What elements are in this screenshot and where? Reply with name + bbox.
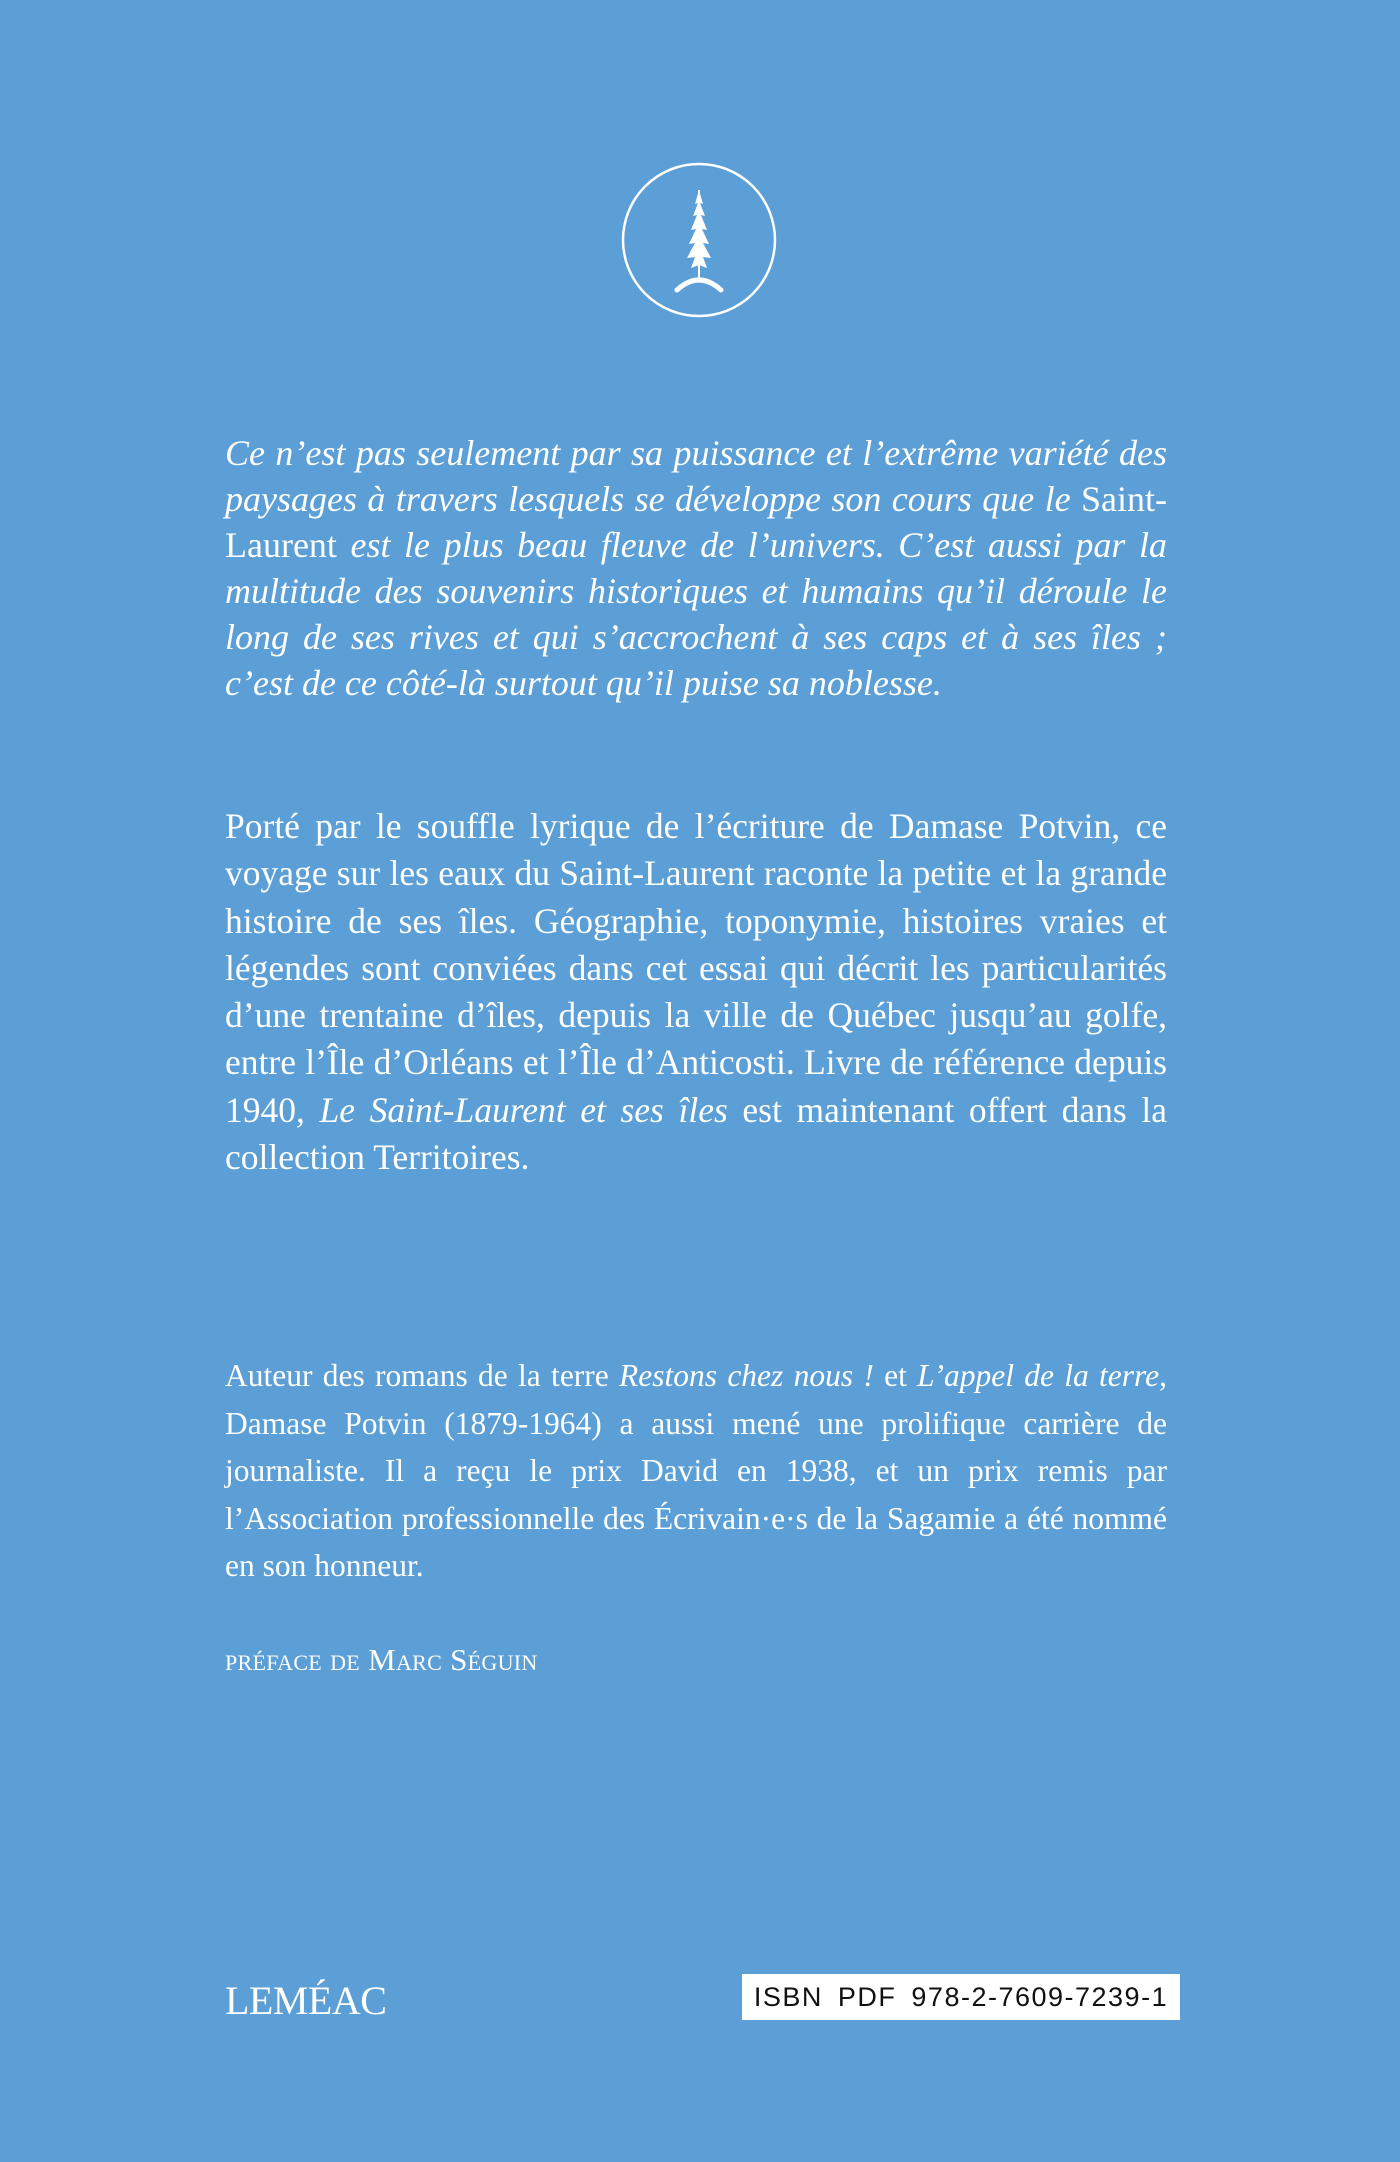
description-text-1: Porté par le souffle lyrique de l’écriture de Damase Potvin, ce voyage sur les eaux du Saint-Laurent raconte la petite et la grande histoire de ses îles. Géographie, toponymie, histoires vraies et légendes sont conviées dans cet essai qui décrit les particularités d’une trentaine d’îles, depuis la ville de Québec jusqu’au golfe, entre l’Île d’Orléans et l’Île d’Anticosti. Livre de référence depuis 1940,: [225, 806, 1167, 1130]
quote-saint-laurent: Saint-Laurent: [225, 479, 1167, 565]
tree-on-hill-icon: [619, 160, 779, 320]
author-bio-paragraph: [225, 1352, 1167, 1590]
bio-text-1: Auteur des romans de la terre: [225, 1358, 620, 1393]
tree-emblem: [619, 160, 779, 320]
preface-author: Marc Séguin: [368, 1642, 538, 1677]
book-title: Le Saint-Laurent et ses îles: [319, 1089, 728, 1130]
bio-title-2: L’appel de la terre: [917, 1358, 1160, 1393]
italic-quote-paragraph: [225, 430, 1167, 706]
bio-title-1: Restons chez nous !: [619, 1358, 874, 1393]
description-text-2: est maintenant offert dans la collection Territoires.: [225, 1089, 1168, 1178]
preface-label: préface de: [225, 1642, 361, 1677]
quote-text-2: est le plus beau fleuve de l’univers. C’est aussi par la multitude des souvenirs historiques et humains qu’il déroule le long de ses rives et qui s’accrochent à ses caps et à ses îles ; c’est de ce côté-là surtout qu’il puise sa noblesse.: [225, 525, 1167, 703]
isbn-label: ISBN PDF 978-2-7609-7239-1: [742, 1974, 1180, 2020]
publisher-logo: LEMÉAC: [225, 1978, 387, 2023]
bio-text-3: , Damase Potvin (1879-1964) a aussi mené une prolifique carrière de journaliste. Il a reçu le prix David en 1938, et un prix remis par l’Association professionnelle des Écrivain·e·s de la Sagamie a été nommé en son honneur.: [225, 1358, 1167, 1583]
quote-text-1: Ce n’est pas seulement par sa puissance et l’extrême variété des paysages à travers lesquels se développe son cours que le: [225, 433, 1167, 519]
preface-credit: [225, 1642, 538, 1678]
bio-text-2: et: [873, 1358, 918, 1393]
description-paragraph: [225, 803, 1167, 1181]
